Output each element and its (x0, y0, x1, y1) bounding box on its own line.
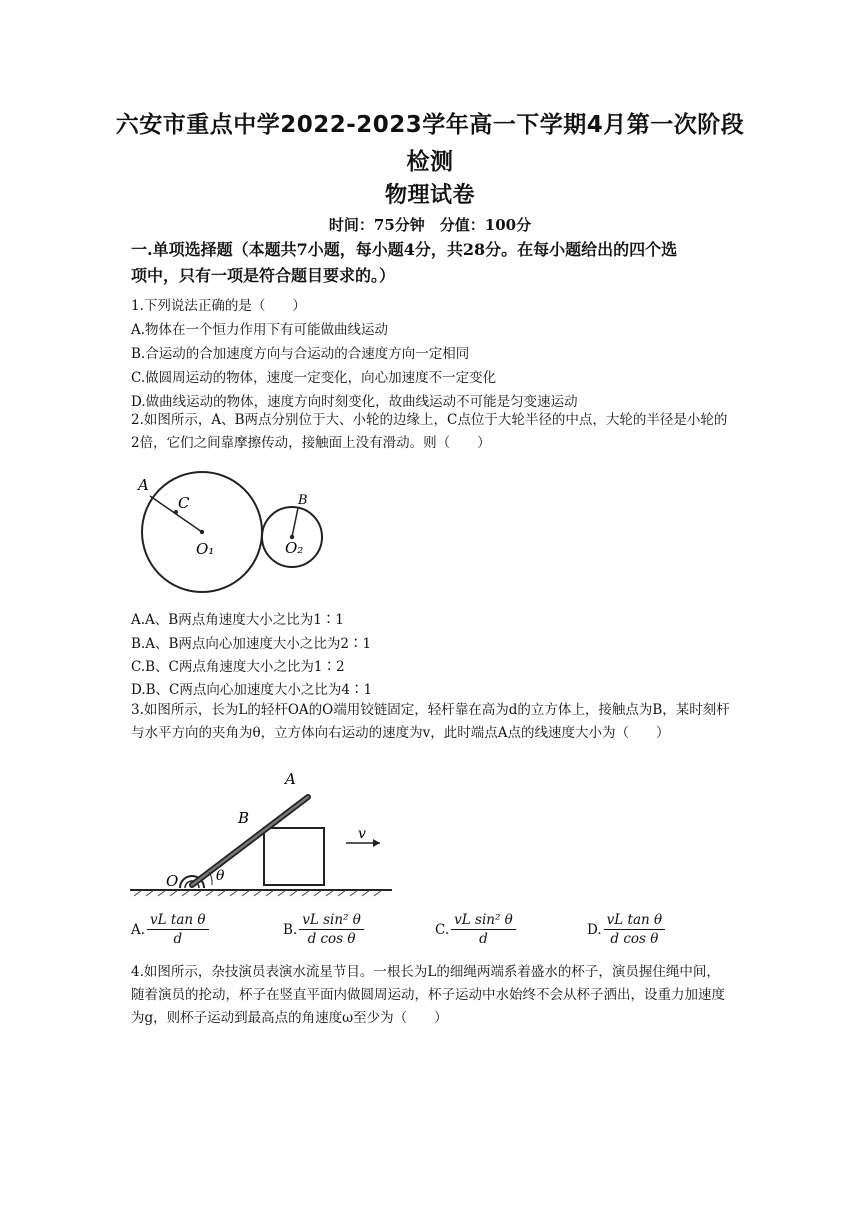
q3-rod-figure (130, 768, 400, 898)
q3-option-d-label: D. (587, 921, 602, 938)
q1-option-d: D.做曲线运动的物体，速度方向时刻变化，故曲线运动不可能是匀变速运动 (131, 394, 578, 410)
label-b: B (238, 809, 250, 827)
section-heading-line2: 项中，只有一项是符合题目要求的。） (131, 266, 396, 285)
label-o2: O₂ (285, 539, 304, 557)
q3-option-d-numerator: vL tan θ (604, 912, 665, 930)
q2-stem: 2.如图所示，A、B两点分别位于大、小轮的边缘上，C点位于大轮半径的中点，大轮的半径是小轮的2倍，它们之间靠摩擦传动，接触面上没有滑动。则（ ） (131, 412, 728, 451)
q2-option-d: D.B、C两点向心加速度大小之比为4∶1 (131, 682, 373, 698)
q3-option-c-fraction (451, 912, 516, 947)
radius-o2-b (292, 508, 298, 537)
section-heading (131, 237, 731, 289)
q4-stem: 4.如图所示，杂技演员表演水流星节目。一根长为L的细绳两端系着盛水的杯子，演员握住绳中间，随着演员的抡动，杯子在竖直平面内做圆周运动，杯子运动中水始终不会从杯子洒出，设重力加速度为g，则杯子运动到最高点的角速度ω至少为（ ） (131, 964, 725, 1026)
label-o: O (166, 872, 179, 890)
label-b: B (298, 493, 308, 508)
q3-option-a-denominator: d (173, 931, 183, 947)
velocity-arrowhead (373, 839, 380, 847)
q2-option-a: A.A、B两点角速度大小之比为1∶1 (131, 612, 344, 628)
q3-option-b-fraction (299, 912, 364, 947)
label-a: A (138, 476, 149, 494)
label-o1: O₁ (196, 540, 215, 558)
q3-option-b (283, 912, 364, 947)
q2-option-c: C.B、C两点角速度大小之比为1∶2 (131, 659, 345, 675)
q3-stem: 3.如图所示，长为L的轻杆OA的O端用铰链固定，轻杆靠在高为d的立方体上，接触点为B，某时刻杆与水平方向的夹角为θ，立方体向右运动的速度为v，此时端点A点的线速度大小为（ ） (131, 702, 730, 741)
label-v: v (358, 826, 366, 842)
q3-option-b-numerator: vL sin² θ (299, 912, 364, 930)
cube (264, 828, 324, 885)
q1-option-a: A.物体在一个恒力作用下有可能做曲线运动 (131, 322, 389, 338)
q3-option-a (131, 912, 209, 947)
point-o1 (200, 530, 204, 534)
q1-option-c: C.做圆周运动的物体，速度一定变化，向心加速度不一定变化 (131, 370, 497, 386)
exam-title-line1: 六安市重点中学2022-2023学年高一下学期4月第一次阶段 (115, 112, 745, 138)
q1-option-b: B.合运动的合加速度方向与合运动的合速度方向一定相同 (131, 346, 470, 362)
q3-option-d (587, 912, 665, 947)
label-c: C (178, 494, 190, 512)
q1-stem: 1.下列说法正确的是（ ） (131, 298, 306, 314)
q3-option-d-fraction (604, 912, 665, 947)
time-score-line: 时间：75分钟 分值：100分 (328, 216, 532, 234)
q3-option-b-label: B. (283, 921, 298, 938)
label-a: A (285, 770, 296, 788)
q3-option-c-label: C. (435, 921, 450, 938)
q3-option-b-denominator: d cos θ (307, 931, 356, 947)
q3-option-d-denominator: d cos θ (610, 931, 659, 947)
subject-title: 物理试卷 (384, 183, 475, 208)
section-heading-line1: 一.单项选择题（本题共7小题，每小题4分，共28分。在每小题给出的四个选 (131, 240, 678, 259)
label-theta: θ (216, 868, 225, 884)
q3-option-a-fraction (147, 912, 208, 947)
q2-wheels-figure (132, 470, 332, 600)
q3-option-c-numerator: vL sin² θ (451, 912, 516, 930)
q3-option-a-numerator: vL tan θ (147, 912, 208, 930)
q3-option-c-denominator: d (479, 931, 488, 947)
q2-option-b: B.A、B两点向心加速度大小之比为2∶1 (131, 636, 372, 652)
q3-option-c (435, 912, 516, 947)
q3-option-a-label: A. (131, 921, 146, 938)
exam-title-line2: 检测 (406, 149, 454, 175)
